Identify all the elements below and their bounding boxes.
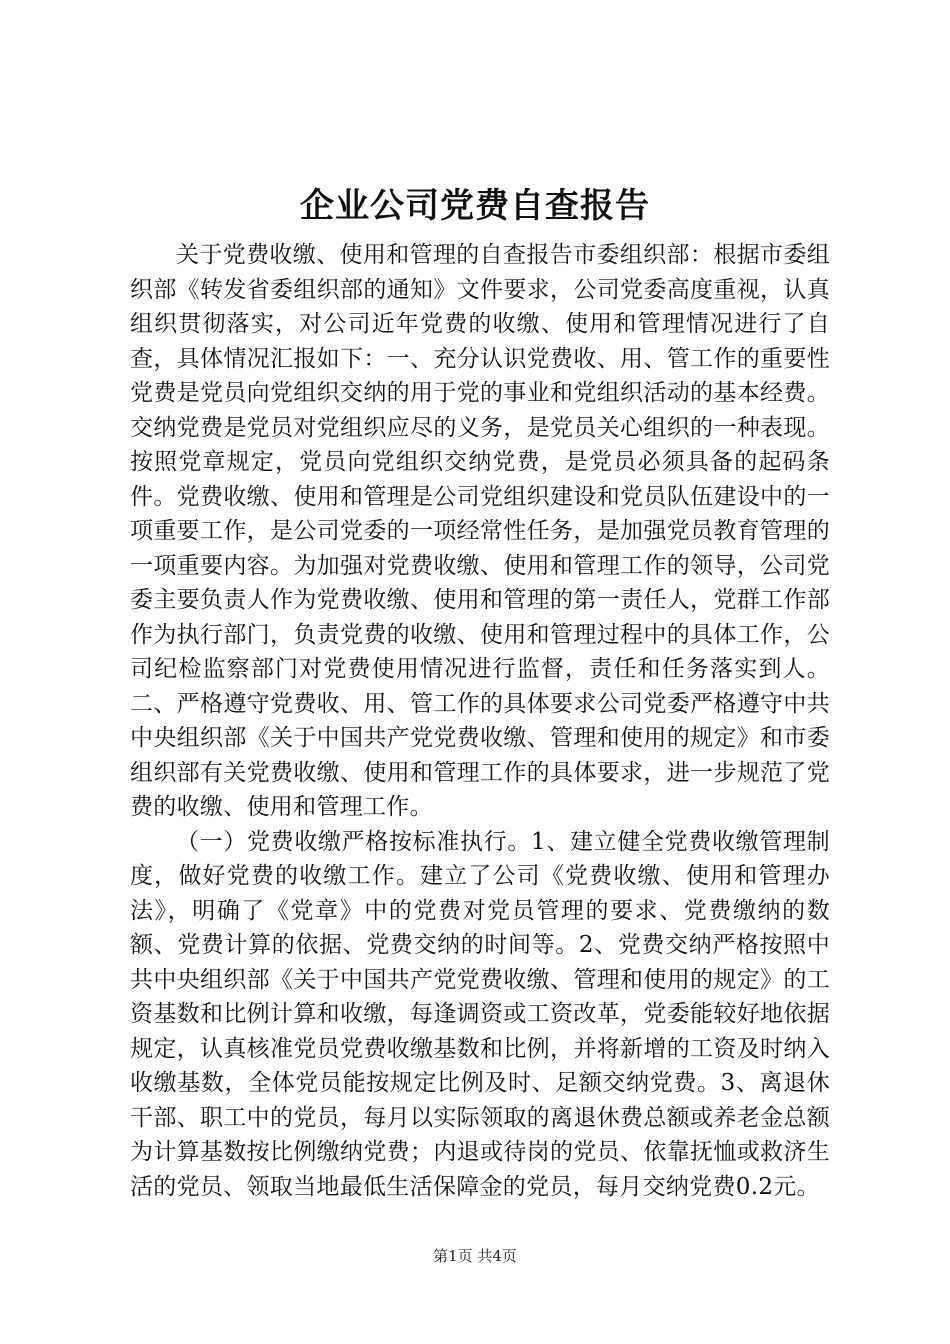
document-title: 企业公司党费自查报告 (300, 186, 650, 226)
paragraph-2: （一）党费收缴严格按标准执行。1、建立健全党费收缴管理制度，做好党费的收缴工作。建立了公司《党费收缴、使用和管理办法》，明确了《党章》中的党费对党员管理的要求、党费缴纳的数额、党费计算的依据、党费交纳的时间等。2、党费交纳严格按照中共中央组织部《关于中国共产党党费收缴、管理和使用的规定》的工资基数和比例计算和收缴，每逢调资或工资改革，党委能较好地依据规定，认真核准党员党费收缴基数和比例，并将新增的工资及时纳入收缴基数，全体党员能按规定比例及时、足额交纳党费。3、离退休干部、职工中的党员，每月以实际领取的离退休费总额或养老金总额为计算基数按比例缴纳党费；内退或待岗的党员、依靠抚恤或救济生活的党员、领取当地最低生活保障金的党员，每月交纳党费0.2元。 (130, 828, 830, 1200)
paragraph-1: 关于党费收缴、使用和管理的自查报告市委组织部：根据市委组织部《转发省委组织部的通知》文件要求，公司党委高度重视，认真组织贯彻落实，对公司近年党费的收缴、使用和管理情况进行了自查，具体情况汇报如下：一、充分认识党费收、用、管工作的重要性党费是党员向党组织交纳的用于党的事业和党组织活动的基本经费。交纳党费是党员对党组织应尽的义务，是党员关心组织的一种表现。按照党章规定，党员向党组织交纳党费，是党员必须具备的起码条件。党费收缴、使用和管理是公司党组织建设和党员队伍建设中的一项重要工作，是公司党委的一项经常性任务，是加强党员教育管理的一项重要内容。为加强对党费收缴、使用和管理工作的领导，公司党委主要负责人作为党费收缴、使用和管理的第一责任人，党群工作部作为执行部门，负责党费的收缴、使用和管理过程中的具体工作，公司纪检监察部门对党费使用情况进行监督，责任和任务落实到人。二、严格遵守党费收、用、管工作的具体要求公司党委严格遵守中共中央组织部《关于中国共产党党费收缴、管理和使用的规定》和市委组织部有关党费收缴、使用和管理工作的具体要求，进一步规范了党费的收缴、使用和管理工作。 (130, 242, 830, 820)
page-number-footer: 第1页 共4页 (433, 1247, 517, 1265)
document-body (130, 238, 830, 1204)
